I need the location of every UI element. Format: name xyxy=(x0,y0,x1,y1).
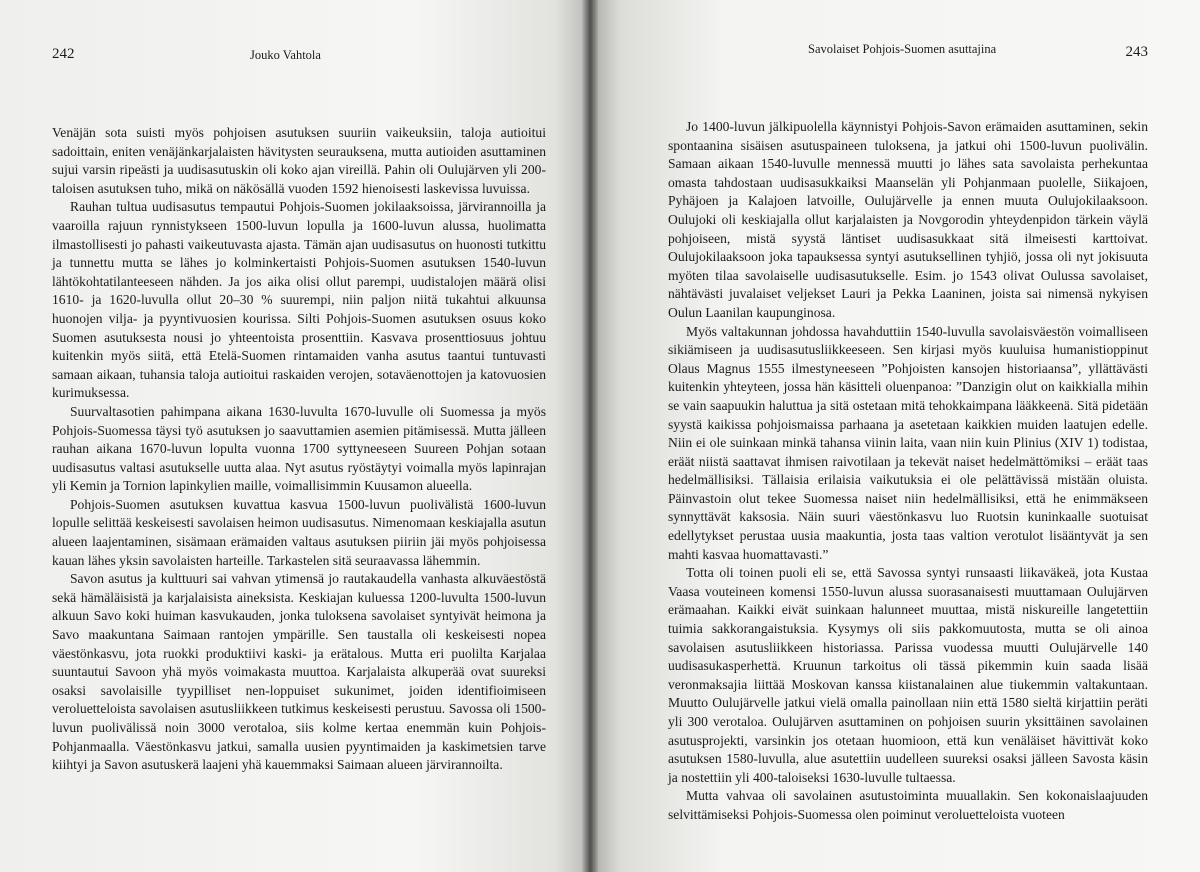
right-paragraph-4: Mutta vahvaa oli savolainen asutustoiminta muuallakin. Sen kokonaislaajuuden selvittämiseksi Pohjois-Suomessa olen poiminut veroluetteloista vuoteen xyxy=(668,788,1148,822)
left-paragraph-5: Savon asutus ja kulttuuri sai vahvan ytimensä jo rautakaudella vanhasta alkuväestöstä sekä hämäläisistä ja karjalaisista aineksista. Keskiajan kuluessa 1200-luvulta 1500-luvun alkuun Savo koki huiman kasvukauden, jonka tuloksena savolaiset syntyivät heimona ja Savo maakuntana Saimaan rantojen ympärille. Sen taustalla oli keskeisesti nopea väestönkasvu, jota ruokki produktiivi kaski- ja erätalous. Mutta eri puolilta Karjalaa suuntautui Savoon yhä myös voimakasta muuttoa. Karjalaista alkuperää ovat suureksi osaksi savolaisille tyypilliset nen-loppuiset sukunimet, joiden identifioimiseen veroluetteloista savolaisen asutusliikkeen tutkimus keskeisesti perustuu. Savossa oli 1500-luvun puolivälissä noin 3000 verotaloa, siis kolme kertaa enemmän kuin Pohjois-Pohjanmaalla. Väestönkasvu jatkui, samalla uusien pyyntimaiden ja kaskimetsien tarve kiihtyi ja Savon asutuskerä laajeni yhä kauemmaksi Saimaan alueen järvirannoilta. xyxy=(52,571,546,773)
book-gutter-shadow xyxy=(582,0,598,872)
left-running-head xyxy=(52,46,546,68)
right-page-number: 243 xyxy=(1125,44,1148,60)
left-page xyxy=(0,0,590,872)
left-paragraph-4: Pohjois-Suomen asutuksen kuvattua kasvua 1500-luvun puolivälistä 1600-luvun lopulle selittää keskeisesti savolaisen heimon uudisasutus. Nimenomaan keskiajalla asutun alueen laajentaminen, sisämaan erämaiden valtaus asutuksen piiriin jäi myös pohjoisessa kauan lähes yksin savolaisten harteille. Tarkastelen sitä seuraavassa lähemmin. xyxy=(52,496,546,568)
right-page-body xyxy=(668,118,1148,825)
right-running-head xyxy=(668,40,1148,62)
left-page-body xyxy=(52,124,546,775)
left-page-number: 242 xyxy=(52,46,75,62)
left-paragraph-1: Venäjän sota suisti myös pohjoisen asutuksen suuriin vaikeuksiin, taloja autioitui sadoittain, eniten venäjänkarjalaisten hävitysten seurauksena, mutta autioiden asuttaminen sujui varsin ripeästi ja uudisasutuskin oli koko ajan vireillä. Pahin oli Oulujärven yli 200-taloisen asutuksen tuho, mikä on näkösällä vuoden 1592 hienoisesti laskevissa luvuissa. xyxy=(52,125,546,196)
left-paragraph-2: Rauhan tultua uudisasutus tempautui Pohjois-Suomen jokilaaksoissa, järvirannoilla ja vaaroilla rajuun rynnistykseen 1500-luvun lopulla ja 1600-luvun alussa, huolimatta ilmastollisesti jo pahasti vaikeutuvasta ajasta. Tämän ajan uudisasutus on huonosti tutkittu ja tunnettu mutta se lähes jo kolminkertaisti Pohjois-Suomen asutuksen 1540-luvun lähtökohtatilanteeseen nähden. Ja jos aika olisi ollut parempi, uudistalojen määrä olisi 1610- ja 1620-luvulla ollut 20–30 % suurempi, niin paljon niitä tukahtui alkuunsa huonojen vilja- ja pyyntivuosien kourissa. Silti Pohjois-Suomen asutuksen osuus koko Suomen asutuksesta nousi jo yhteentoista prosenttiin. Kasvava prosenttiosuus johtuu kuitenkin myös siitä, että Etelä-Suomen rintamaiden vanha asutus taantui tuntuvasti samaan aikaan, tuhansia taloja autioitui raskaiden verojen, sotaväenottojen ja katovuosien kurimuksessa. xyxy=(52,199,546,401)
left-paragraph-3: Suurvaltasotien pahimpana aikana 1630-luvulta 1670-luvulle oli Suomessa ja myös Pohjois-Suomessa täysi työ asutuksen jo saavuttamien asemien pitämisessä. Mutta jälleen rauhan aikana 1670-luvun lopulta vuonna 1700 syttyneeseen Suureen Pohjan sotaan uudisasutus valtasi asutukselle uutta alaa. Nyt asutus ryöstäytyi voimalla myös lapinrajan yli Kemin ja Tornion lapinkylien maille, voimallisimmin Kuusamon alueella. xyxy=(52,403,546,494)
right-page xyxy=(590,0,1200,872)
left-running-head-title: Jouko Vahtola xyxy=(250,48,321,62)
right-paragraph-3: Totta oli toinen puoli eli se, että Savossa syntyi runsaasti liikaväkeä, jota Kustaa Vaasa vouteineen komensi 1550-luvun alussa suorasanaisesti muuttamaan Oulujärven erämaahan. Kaikki eivät suinkaan halunneet muuttaa, mistä niskureille langetettiin tuimia sakkorangaistuksia. Kysymys oli siis pakkomuutosta, mutta se oli ainoa savolaisen asutusliikkeen historiassa. Parissa vuodessa muutti Oulujärvelle 140 uudisasukasperhettä. Kruunun tarkoitus oli tässä pikemmin kuin saada lisää veronmaksajia liittää Moskovan kanssa kiistanalainen alue tiukemmin valtakuntaan. Muutto Oulujärvelle jatkui vielä omalla painollaan niin että 1580 sieltä kirjattiin peräti yli 300 verotaloa. Oulujärven asuttaminen on pohjoisen suurin yksittäinen savolainen asutusprojekti, varsinkin jos otetaan huomioon, että kun venäläiset hävittivät koko asutuksen 1580-luvulla, alue asutettiin uudelleen suureksi osaksi jälleen Savosta käsin ja nostettiin yli 400-taloiseksi 1630-luvulle tultaessa. xyxy=(668,565,1148,785)
right-running-head-title: Savolaiset Pohjois-Suomen asuttajina xyxy=(808,42,997,56)
right-paragraph-2: Myös valtakunnan johdossa havahduttiin 1540-luvulla savolaisväestön voimalliseen sikiämiseen ja uudisasutusliikkeeseen. Sen kirjasi myös kuuluisa humanistioppinut Olaus Magnus 1555 ilmestyneeseen ”Pohjoisten kansojen historiaansa”, yllättävästi kuitenkin yhteyteen, jossa hän käsitteli oluenpanoa: ”Danzigin olut on kaikkialla mihin se vain saapuukin haluttua ja sitä ostetaan mitä tehokkaimpana lääkkeenä. Sitä pidetään syystä kaikissa pohjoismaissa parhaana ja asetetaan kaikkien muiden laatujen edelle. Niin ei ole suinkaan minkä tahansa viinin laita, vaan niin kuin Plinius (XIV 1) todistaa, eräät niistä saattavat ihmisen raivotilaan ja tekevät naiset hedelmättömiksi – eräät taas hedelmällisiksi. Tällaisia erilaisia vaikutuksia ei ole pelättävissä mistään oluista. Päinvastoin olut tekee Suomessa naiset niin hedelmällisiksi, että he enimmäkseen synnyttävät kaksosia. Näin suuri väestönkasvu luo Ruotsin kuninkaalle suotuisat edellytykset perustaa uusia maakuntia, josta taas valtion verotulot lisääntyvät ja sen mahti kasvaa huomattavasti.” xyxy=(668,323,1148,562)
right-paragraph-1: Jo 1400-luvun jälkipuolella käynnistyi Pohjois-Savon erämaiden asuttaminen, sekin spontaanina sisäisen asutuspaineen tuloksena, ja jatkui ohi 1500-luvun puolivälin. Samaan aikaan 1540-luvulle mennessä muutti jo lähes sata savolaista perhekuntaa omasta tahdostaan uudisasukkaiksi Maanselän yli Pohjanmaan puolelle, Siikajoen, Pyhäjoen ja Kalajoen latvoille, Oulujärvelle ja ennen muuta Oulujokilaaksoon. Oulujoki oli keskiajalla ollut karjalaisten ja Novgorodin yhteydenpidon tärkein väylä pohjoiseen, mistä syystä läntiset uudisasukkaat sitä ilmeisesti karttoivat. Oulujokilaaksoon joka tapauksessa syntyi asutuksellinen tyhjiö, jossa oli nyt jokisuuta myöten tilaa savolaiselle uudisasutukselle. Esim. jo 1543 olivat Oulussa savolaiset, nähtävästi juvalaiset veljekset Lauri ja Pekka Laaninen, joista sai nimensä nykyisen Oulun Laanilan kaupunginosa. xyxy=(668,119,1148,320)
